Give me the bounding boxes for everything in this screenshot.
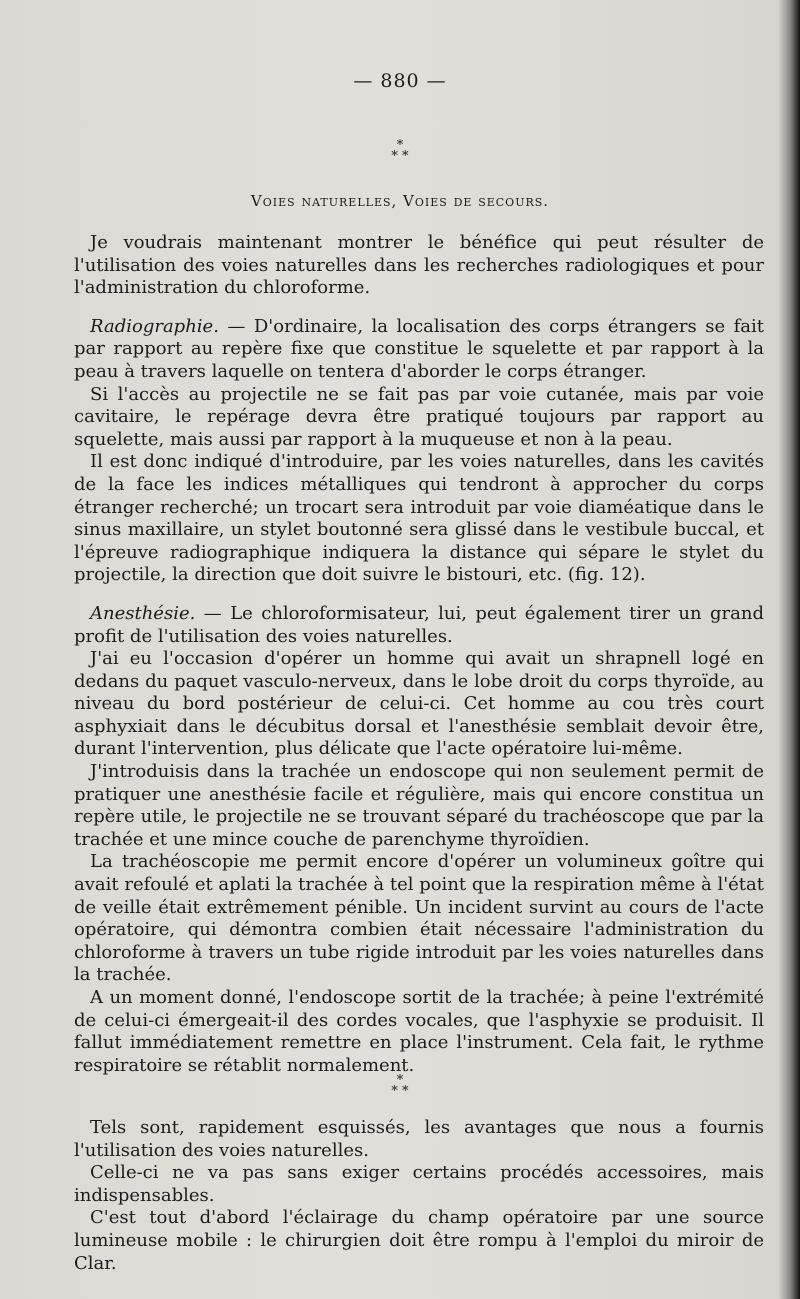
ornament-asterism-top: * * * xyxy=(391,138,409,164)
section-heading: Voies naturelles, Voies de secours. xyxy=(250,192,550,210)
paragraph: J'ai eu l'occasion d'opérer un homme qui avait un shrapnell logé en dedans du paquet vasculo-nerveux, dans le lobe droit du corps thyroïde, au niveau du bord postérieur de celui-ci. Cet homme au cou très court asphyxiait dans le décubitus dorsal et l'anesthésie semblait devoir être, durant l'intervention, plus délicate que l'acte opératoire lui-même. xyxy=(74,648,764,760)
paragraph: La trachéoscopie me permit encore d'opérer un volumineux goître qui avait refoulé et aplati la trachée à tel point que la respiration même à l'état de veille était extrêmement pénible. Un incident survint au cours de l'acte opératoire, qui démontra combien était nécessaire l'administration du chloroforme à travers un tube rigide introduit par les voies naturelles dans la trachée. xyxy=(74,851,764,986)
paragraph-lead: Anesthésie. xyxy=(90,602,196,624)
body-text xyxy=(74,232,764,1077)
paragraph-radiographie: Radiographie. — D'ordinaire, la localisation des corps étrangers se fait par rapport au repère fixe que constitue le squelette et par rapport à la peau à travers laquelle on tentera d'aborder le corps étranger. xyxy=(74,315,764,382)
paragraph: Je voudrais maintenant montrer le bénéfice qui peut résulter de l'utilisation des voies naturelles dans les recherches radiologiques et pour l'administration du chloroforme. xyxy=(74,232,764,299)
ornament-asterism-bottom: * * * xyxy=(391,1073,409,1099)
paragraph-anesthesie: Anesthésie. — Le chloroformisateur, lui, peut également tirer un grand profit de l'utilisation des voies naturelles. xyxy=(74,602,764,647)
paragraph: C'est tout d'abord l'éclairage du champ opératoire par une source lumineuse mobile : le chirurgien doit être rompu à l'emploi du miroir de Clar. xyxy=(74,1207,764,1274)
paragraph: J'introduisis dans la trachée un endoscope qui non seulement permit de pratiquer une anesthésie facile et régulière, mais qui encore constitua un repère utile, le projectile ne se trouvant séparé du trachéoscope que par la trachée et une mince couche de parenchyme thyroïdien. xyxy=(74,761,764,850)
paragraph-lead: Radiographie. xyxy=(90,315,219,337)
closing-text xyxy=(74,1117,764,1275)
paragraph: Si l'accès au projectile ne se fait pas par voie cutanée, mais par voie cavitaire, le repérage devra être pratiqué toujours par rapport au squelette, mais aussi par rapport à la muqueuse et non à la peau. xyxy=(74,383,764,450)
paragraph: Il est donc indiqué d'introduire, par les voies naturelles, dans les cavités de la face les indices métalliques qui tendront à approcher du corps étranger recherché; un trocart sera introduit par voie diaméatique dans le sinus maxillaire, un stylet boutonné sera glissé dans le vestibule buccal, et l'épreuve radiographique indiquera la distance qui sépare le stylet du projectile, la direction que doit suivre le bistouri, etc. (fig. 12). xyxy=(74,451,764,586)
paragraph: A un moment donné, l'endoscope sortit de la trachée; à peine l'extrémité de celui-ci émergeait-il des cordes vocales, que l'asphyxie se produisit. Il fallut immédiatement remettre en place l'instrument. Cela fait, le rythme respiratoire se rétablit normalement. xyxy=(74,987,764,1076)
paragraph: Tels sont, rapidement esquissés, les avantages que nous a fournis l'utilisation des voies naturelles. xyxy=(74,1117,764,1161)
page-number: — 880 — xyxy=(353,70,447,92)
paragraph: Celle-ci ne va pas sans exiger certains procédés accessoires, mais indispensables. xyxy=(74,1162,764,1206)
